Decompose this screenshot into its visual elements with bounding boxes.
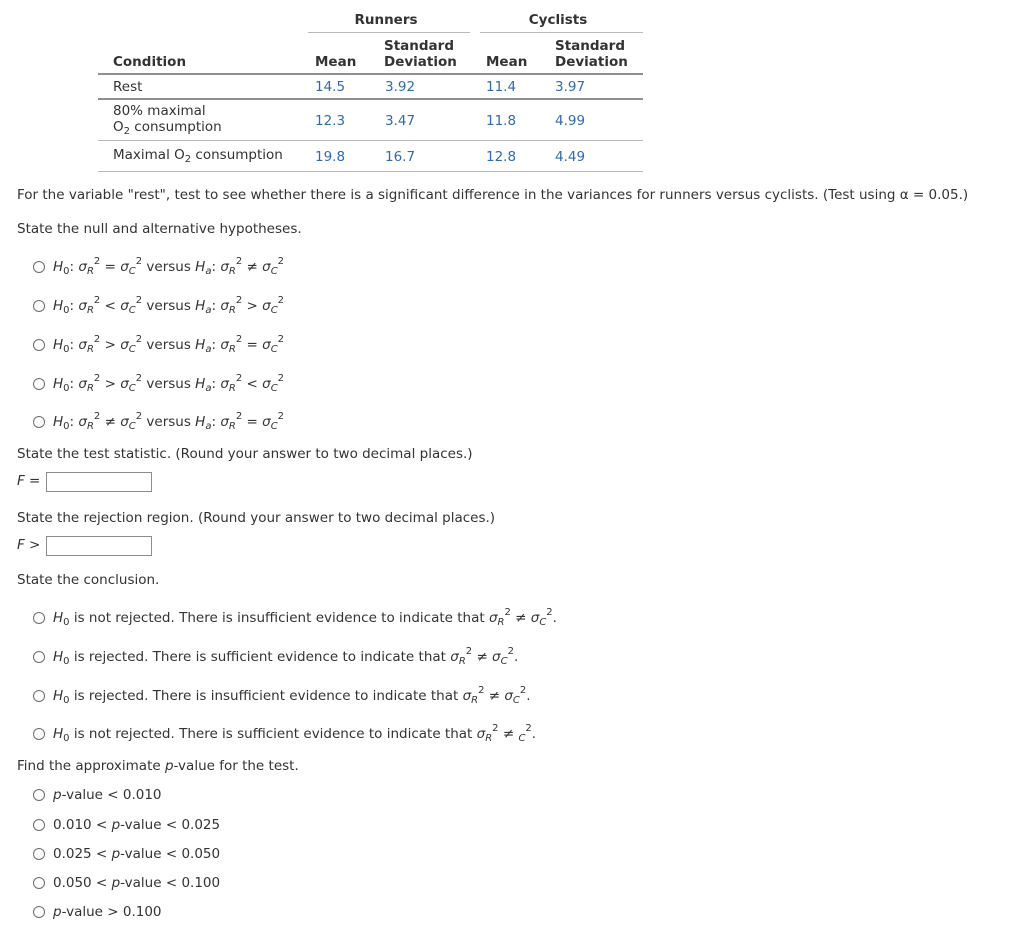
- hypothesis-option[interactable]: [33, 369, 285, 394]
- subscript: 0: [63, 383, 70, 394]
- superscript: 2: [519, 685, 527, 696]
- period: .: [552, 610, 557, 626]
- colon: :: [69, 298, 75, 314]
- radio-circle-icon[interactable]: [33, 728, 45, 740]
- versus-label: versus: [146, 414, 191, 430]
- colon: :: [211, 376, 217, 392]
- pvalue-upper: 0.050: [181, 846, 221, 862]
- pvalue-option[interactable]: [33, 815, 220, 835]
- sigma-symbol: σ: [78, 337, 87, 353]
- pvalue-upper: 0.100: [122, 904, 162, 920]
- superscript: 2: [135, 334, 143, 345]
- table-cell: 14.5: [315, 79, 346, 95]
- operator: ≠: [104, 414, 116, 430]
- subscript: R: [458, 656, 466, 667]
- sigma-symbol: σ: [220, 414, 229, 430]
- group-header-cyclists: Cyclists: [528, 12, 588, 28]
- table-cell: 3.47: [385, 113, 416, 129]
- sigma-symbol: σ: [450, 649, 459, 665]
- operator: <: [95, 817, 108, 833]
- sigma-symbol: σ: [120, 376, 129, 392]
- superscript: 2: [135, 295, 143, 306]
- subscript: a: [205, 266, 212, 277]
- subscript: a: [205, 344, 212, 355]
- subscript: R: [228, 305, 236, 316]
- superscript: 2: [93, 295, 101, 306]
- operator: <: [104, 298, 116, 314]
- subscript: C: [270, 383, 278, 394]
- conclusion-text: is rejected. There is sufficient evidence to indicate that: [69, 649, 451, 665]
- operator: ≠: [246, 259, 258, 275]
- superscript: 2: [277, 295, 285, 306]
- subscript: R: [485, 733, 493, 744]
- conclusion-text: is rejected. There is insufficient evidence to indicate that: [69, 688, 463, 704]
- subscript: a: [205, 383, 212, 394]
- operator: <: [165, 875, 178, 891]
- h-symbol: H: [53, 337, 64, 353]
- table-cell: 11.8: [486, 113, 517, 129]
- colon: :: [69, 376, 75, 392]
- h-symbol: H: [53, 298, 64, 314]
- superscript: 2: [235, 295, 243, 306]
- group-header-runners: Runners: [354, 12, 418, 28]
- row-rule: [98, 98, 643, 100]
- subscript: C: [270, 421, 278, 432]
- superscript: 2: [235, 334, 243, 345]
- hypothesis-option[interactable]: [33, 407, 285, 432]
- group-rule-runners: [308, 32, 470, 33]
- pvalue-upper: 0.010: [122, 787, 162, 803]
- operator: ≠: [476, 649, 488, 665]
- versus-label: versus: [146, 337, 191, 353]
- q4-prompt: State the conclusion.: [17, 572, 160, 588]
- subscript: 0: [63, 266, 70, 277]
- q1-prompt: State the null and alternative hypotheses.: [17, 221, 302, 237]
- subscript: C: [128, 266, 136, 277]
- col-header-sd-line2: Deviation: [384, 54, 457, 70]
- col-header-cyclists-mean: Mean: [486, 54, 528, 70]
- superscript: 2: [235, 256, 243, 267]
- superscript: 2: [277, 411, 285, 422]
- subscript: C: [270, 305, 278, 316]
- sigma-symbol: σ: [120, 298, 129, 314]
- superscript: 2: [277, 334, 285, 345]
- p-symbol: p: [111, 846, 121, 862]
- subscript: C: [128, 344, 136, 355]
- subscript: 0: [63, 617, 70, 628]
- sigma-symbol: σ: [262, 298, 271, 314]
- versus-label: versus: [146, 298, 191, 314]
- subscript: R: [86, 305, 94, 316]
- table-cell: 12.3: [315, 113, 346, 129]
- subscript: R: [228, 266, 236, 277]
- pvalue-lower: 0.025: [53, 846, 92, 862]
- value-word: -value: [120, 817, 162, 833]
- superscript: 2: [277, 373, 285, 384]
- period: .: [526, 688, 531, 704]
- sigma-symbol: σ: [262, 414, 271, 430]
- operator: >: [104, 337, 116, 353]
- conclusion-option[interactable]: [33, 642, 519, 667]
- q3-prompt: State the rejection region. (Round your answer to two decimal places.): [17, 510, 496, 526]
- subscript: R: [497, 617, 505, 628]
- superscript: 2: [135, 256, 143, 267]
- col-header-sd-line1: Standard: [555, 38, 625, 54]
- h-symbol: H: [53, 726, 64, 742]
- sigma-symbol: σ: [504, 688, 513, 704]
- superscript: 2: [135, 373, 143, 384]
- pvalue-option[interactable]: [33, 873, 220, 893]
- subscript: 0: [63, 305, 70, 316]
- sigma-symbol: σ: [78, 376, 87, 392]
- conclusion-option[interactable]: [33, 719, 537, 744]
- colon: :: [69, 259, 75, 275]
- table-row-max-condition: Maximal $O_2$ consumption: [113, 147, 283, 165]
- h-symbol: H: [53, 610, 64, 626]
- row-rule: [98, 140, 643, 141]
- sigma-symbol: σ: [262, 259, 271, 275]
- h-symbol: H: [195, 259, 206, 275]
- sigma-symbol: σ: [220, 337, 229, 353]
- pvalue-option[interactable]: [33, 844, 220, 864]
- col-header-sd-line2: Deviation: [555, 54, 628, 70]
- versus-label: versus: [146, 376, 191, 392]
- radio-circle-icon[interactable]: [33, 378, 45, 390]
- subscript: 0: [63, 733, 70, 744]
- group-rule-cyclists: [480, 32, 643, 33]
- subscript: R: [228, 344, 236, 355]
- operator: ≠: [515, 610, 527, 626]
- p-symbol: p: [111, 817, 121, 833]
- operator: <: [165, 817, 178, 833]
- pvalue-lower: 0.010: [53, 817, 92, 833]
- table-cell: 16.7: [385, 149, 416, 165]
- sigma-symbol: σ: [262, 376, 271, 392]
- sigma-symbol: σ: [220, 376, 229, 392]
- superscript: 2: [93, 256, 101, 267]
- table-cell: 12.8: [486, 149, 517, 165]
- value-word: -value: [120, 875, 162, 891]
- superscript: 2: [525, 723, 532, 734]
- col-header-runners-sd: [384, 38, 457, 70]
- sigma-symbol: σ: [530, 610, 540, 626]
- h-symbol: H: [195, 376, 206, 392]
- radio-circle-icon[interactable]: [33, 789, 45, 801]
- table-row-rest-condition: Rest: [113, 79, 143, 95]
- colon: :: [211, 298, 217, 314]
- radio-circle-icon[interactable]: [33, 261, 45, 273]
- h-symbol: H: [53, 414, 64, 430]
- versus-label: versus: [146, 259, 191, 275]
- sigma-symbol: σ: [120, 337, 129, 353]
- q5-prompt: Find the approximate p-value for the test.: [17, 758, 299, 774]
- radio-circle-icon[interactable]: [33, 877, 45, 889]
- conclusion-option[interactable]: [33, 603, 557, 628]
- superscript: 2: [465, 646, 473, 657]
- conclusion-text: is not rejected. There is insufficient evidence to indicate that: [69, 610, 489, 626]
- subscript: R: [86, 421, 94, 432]
- subscript: R: [228, 383, 236, 394]
- sigma-symbol: σ: [476, 726, 486, 742]
- superscript: 2: [478, 685, 485, 696]
- sigma-symbol: σ: [462, 688, 472, 704]
- col-header-condition: Condition: [113, 54, 187, 70]
- table-row-80-condition: [113, 103, 222, 140]
- col-header-cyclists-sd: [555, 38, 628, 70]
- hypothesis-option[interactable]: [33, 291, 285, 316]
- operator: =: [246, 414, 258, 430]
- table-cell: 4.99: [555, 113, 586, 129]
- radio-circle-icon[interactable]: [33, 416, 45, 428]
- operator: <: [107, 787, 119, 803]
- pvalue-lower: 0.050: [53, 875, 92, 891]
- radio-circle-icon[interactable]: [33, 612, 45, 624]
- value-word: -value: [120, 846, 162, 862]
- table-cell: 4.49: [555, 149, 586, 165]
- q2-prompt: State the test statistic. (Round your answer to two decimal places.): [17, 446, 473, 462]
- operator: <: [246, 376, 258, 392]
- subscript: C: [270, 344, 278, 355]
- operator: >: [246, 298, 258, 314]
- h-symbol: H: [195, 298, 206, 314]
- operator: >: [107, 904, 119, 920]
- operator: =: [104, 259, 116, 275]
- operator: >: [104, 376, 116, 392]
- subscript: R: [86, 383, 94, 394]
- hypothesis-option[interactable]: [33, 330, 285, 355]
- value-word: -value: [61, 787, 103, 803]
- rejection-input[interactable]: [46, 536, 152, 556]
- h-symbol: H: [195, 337, 206, 353]
- colon: :: [69, 414, 75, 430]
- condition-line: 80% maximal: [113, 103, 206, 119]
- radio-circle-icon[interactable]: [33, 848, 45, 860]
- f-stat-input[interactable]: [46, 472, 152, 492]
- radio-circle-icon[interactable]: [33, 339, 45, 351]
- superscript: 2: [93, 373, 101, 384]
- table-cell: 19.8: [315, 149, 346, 165]
- colon: :: [211, 259, 217, 275]
- superscript: 2: [93, 334, 101, 345]
- sigma-symbol: σ: [492, 649, 501, 665]
- condition-line: $O_2$ consumption: [113, 119, 222, 137]
- sigma-symbol: σ: [220, 298, 229, 314]
- operator: <: [95, 846, 108, 862]
- subscript: R: [86, 344, 94, 355]
- h-symbol: H: [53, 649, 64, 665]
- pvalue-option[interactable]: [33, 902, 162, 922]
- p-symbol: p: [53, 904, 62, 920]
- pvalue-upper: 0.025: [181, 817, 221, 833]
- sigma-symbol: σ: [78, 298, 87, 314]
- subscript: 0: [63, 656, 70, 667]
- superscript: 2: [135, 411, 143, 422]
- colon: :: [69, 337, 75, 353]
- col-header-runners-mean: Mean: [315, 54, 357, 70]
- conclusion-text: is not rejected. There is sufficient evidence to indicate that: [69, 726, 477, 742]
- sigma-symbol: σ: [262, 337, 271, 353]
- rejection-label: F >: [17, 537, 41, 553]
- sigma-symbol: σ: [120, 259, 129, 275]
- h-symbol: H: [53, 688, 64, 704]
- p-symbol: p: [111, 875, 121, 891]
- radio-circle-icon[interactable]: [33, 300, 45, 312]
- h-symbol: H: [195, 414, 206, 430]
- superscript: 2: [504, 607, 511, 618]
- superscript: 2: [277, 256, 285, 267]
- sigma-symbol: σ: [120, 414, 129, 430]
- f-stat-label: F =: [17, 473, 41, 489]
- table-cell: 11.4: [486, 79, 517, 95]
- sigma-symbol: σ: [488, 610, 498, 626]
- row-rule: [98, 171, 643, 172]
- operator: ≠: [488, 688, 501, 704]
- subscript: C: [128, 383, 136, 394]
- radio-circle-icon[interactable]: [33, 906, 45, 918]
- question-intro: For the variable "rest", test to see whether there is a significant difference in the variances for runners versus cyclists. (Test using α = 0.05.): [17, 187, 969, 203]
- sigma-symbol: σ: [220, 259, 229, 275]
- value-word: -value: [61, 904, 103, 920]
- radio-circle-icon[interactable]: [33, 651, 45, 663]
- operator: ≠: [502, 726, 515, 742]
- colon: :: [211, 414, 217, 430]
- operator: <: [95, 875, 108, 891]
- subscript: C: [518, 733, 526, 744]
- table-cell: 3.97: [555, 79, 586, 95]
- superscript: 2: [492, 723, 499, 734]
- superscript: 2: [507, 646, 514, 657]
- colon: :: [211, 337, 217, 353]
- subscript: R: [228, 421, 236, 432]
- sigma-symbol: σ: [78, 414, 87, 430]
- subscript: a: [205, 421, 212, 432]
- h-symbol: H: [53, 376, 64, 392]
- h-symbol: H: [53, 259, 64, 275]
- subscript: 0: [63, 695, 70, 706]
- hypothesis-option[interactable]: [33, 252, 285, 277]
- subscript: 0: [63, 421, 70, 432]
- p-symbol: p: [53, 787, 62, 803]
- table-cell: 3.92: [385, 79, 416, 95]
- operator: =: [246, 337, 258, 353]
- subscript: C: [270, 266, 278, 277]
- superscript: 2: [235, 373, 243, 384]
- sigma-symbol: σ: [78, 259, 87, 275]
- pvalue-upper: 0.100: [181, 875, 221, 891]
- subscript: R: [471, 695, 479, 706]
- subscript: C: [539, 617, 547, 628]
- period: .: [531, 726, 537, 742]
- period: .: [513, 649, 519, 665]
- conclusion-option[interactable]: [33, 681, 531, 706]
- subscript: C: [128, 305, 136, 316]
- superscript: 2: [93, 411, 101, 422]
- operator: <: [165, 846, 178, 862]
- superscript: 2: [546, 607, 553, 618]
- pvalue-option[interactable]: [33, 785, 162, 805]
- col-header-sd-line1: Standard: [384, 38, 454, 54]
- subscript: C: [500, 656, 508, 667]
- superscript: 2: [235, 411, 243, 422]
- subscript: a: [205, 305, 212, 316]
- header-rule: [98, 73, 643, 75]
- radio-circle-icon[interactable]: [33, 819, 45, 831]
- subscript: C: [128, 421, 136, 432]
- subscript: C: [512, 695, 520, 706]
- subscript: 0: [63, 344, 70, 355]
- subscript: R: [86, 266, 94, 277]
- radio-circle-icon[interactable]: [33, 690, 45, 702]
